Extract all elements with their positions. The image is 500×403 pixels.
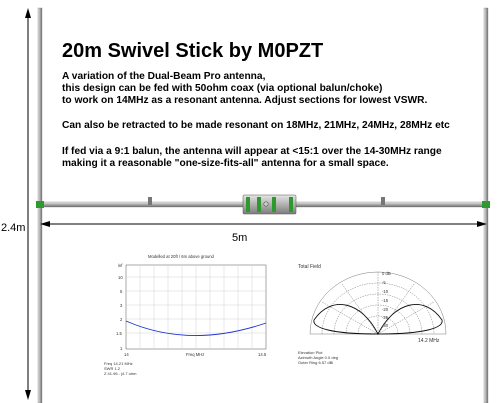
swr-x-label: Freq MHz [186,352,205,357]
description-paragraph [62,120,450,132]
insulator [257,197,261,212]
swr-y-tick: 1 [120,346,123,351]
pattern-plot-title: Total Field [298,264,321,270]
pattern-plot-graph [292,262,468,396]
swr-footer [104,361,136,376]
clamp [148,197,152,205]
swr-y-tick: 1.5 [116,331,122,336]
pattern-footer-line: Elevation Plot [298,350,323,355]
pattern-footer-line: Outer Ring 6.57 dBi [298,360,334,365]
pattern-db-tick: -25 [382,315,389,320]
swr-footer-line: SWR 1.2 [104,366,121,371]
description-paragraph [62,146,442,170]
description-line: to work on 14MHz as a resonant antenna. Adjust sections for lowest VSWR. [62,95,428,106]
pattern-freq-label: 14.2 MHz [418,338,440,344]
insulator [246,197,250,212]
swr-y-tick: 3 [120,303,123,308]
description-line: If fed via a 9:1 balun, the antenna will appear at <15:1 over the 14-30MHz range [62,146,442,157]
insulator [482,201,490,208]
swr-plot-panel [100,253,276,395]
clamp [381,197,385,205]
swr-y-tick: 2 [120,317,123,322]
pattern-plot-panel [292,262,468,396]
insulator [272,197,276,212]
swr-plot-title: Modelled at 20ft / 6m above ground [148,254,214,259]
swr-footer-line: Z 41.96 - j4.7 ohm [104,371,137,376]
description-line: making it a reasonable "one-size-fits-all" antenna for a small space. [62,158,389,169]
insulator [36,201,44,208]
swr-x-start: 14 [124,352,129,357]
page-title: 20m Swivel Stick by M0PZT [62,40,324,62]
height-dimension-label: 2.4m [1,222,26,234]
pattern-footer-line: Azimuth Angle 0.0 deg [298,355,339,360]
insulator [289,197,293,212]
pattern-db-tick: -5 [382,280,386,285]
feed-box [243,195,296,214]
pattern-db-tick: -15 [382,298,389,303]
feed-terminal [264,202,268,206]
pattern-footer [298,350,338,365]
description-paragraph [62,71,427,107]
pattern-db-tick: -20 [382,307,389,312]
pattern-db-tick: -30 [382,323,389,328]
swr-x-end: 14.5 [258,352,267,357]
description-line: Can also be retracted to be made resonant on 18MHz, 21MHz, 24MHz, 28MHz etc [62,120,450,131]
width-dimension-label: 5m [232,232,248,244]
pattern-db-tick: 0 dB [382,271,391,276]
swr-footer-line: Freq 14.21 MHz [104,361,133,366]
swr-y-tick: inf [118,263,123,268]
description-line: A variation of the Dual-Beam Pro antenna, [62,71,266,82]
description-line: this design can be fed with 50ohm coax (via optional balun/choke) [62,83,383,94]
swr-y-tick: 10 [118,275,123,280]
pattern-db-tick: -10 [382,289,389,294]
swr-y-tick: 5 [120,289,123,294]
